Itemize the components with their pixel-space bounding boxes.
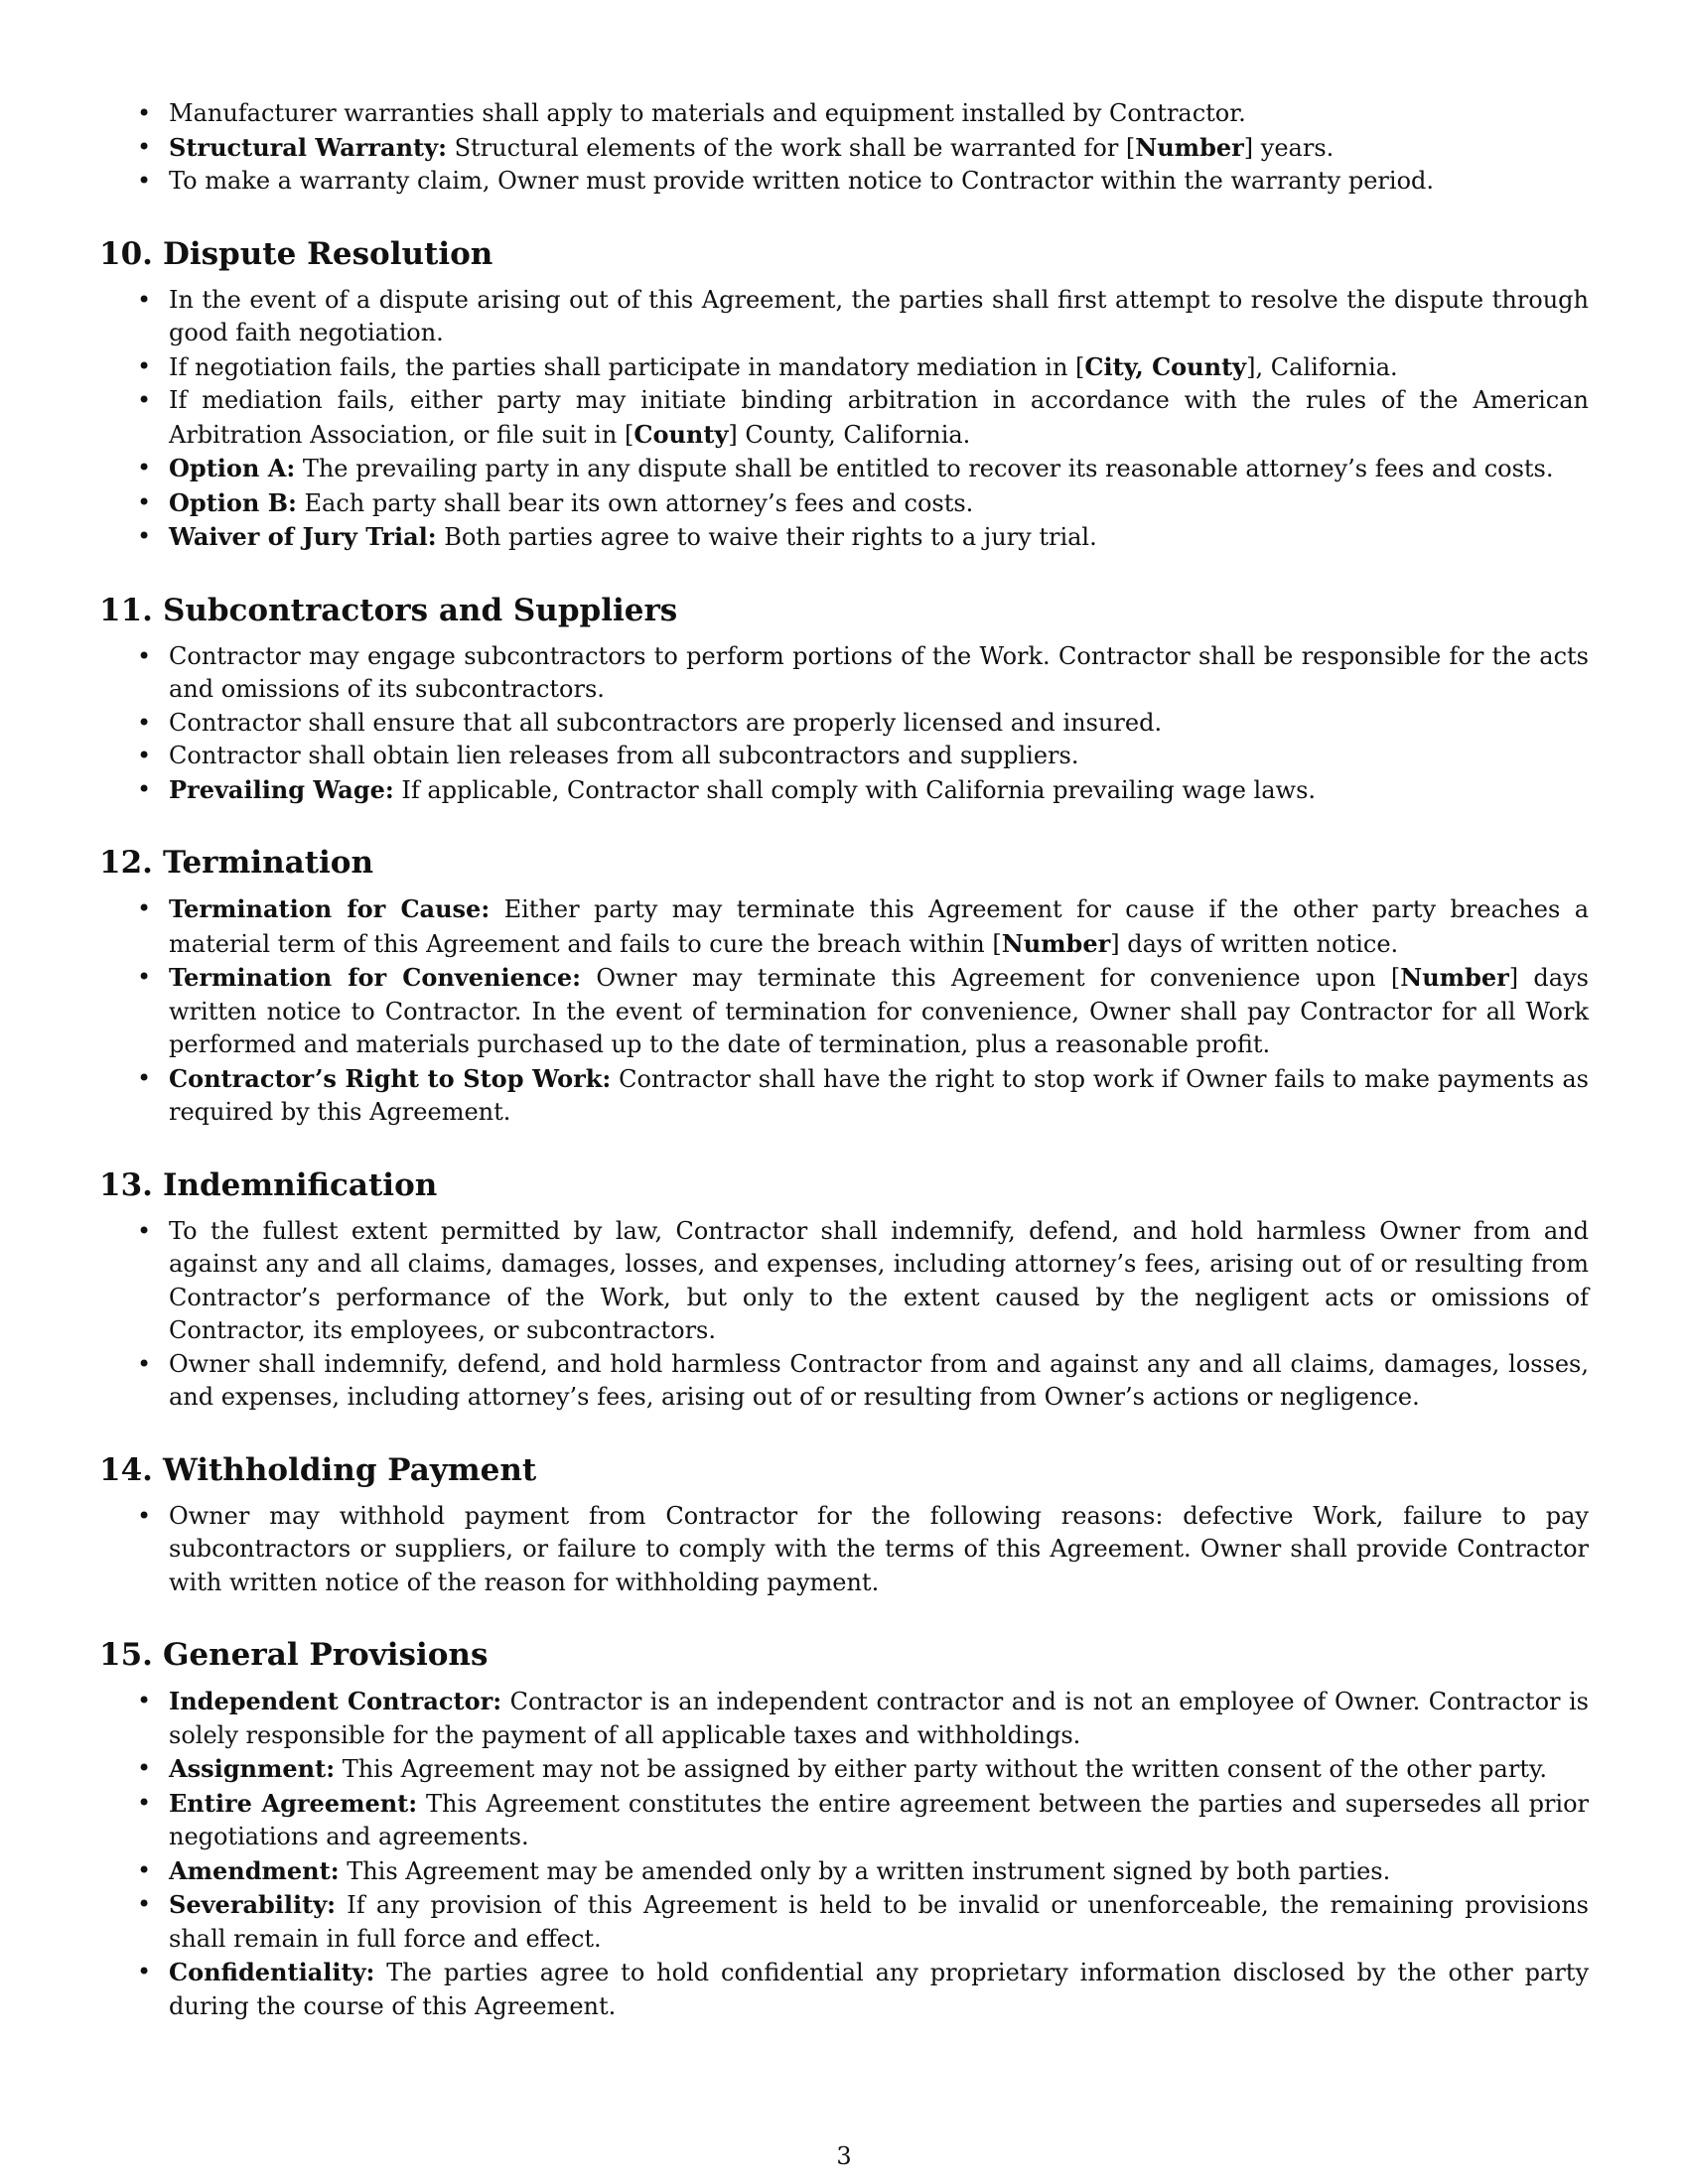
bold-term: City, County (1084, 351, 1247, 381)
text-run: If mediation fails, either party may initiate binding arbitration in accordance with the rules of the American Arbitration Association, or file suit in [ (169, 386, 1589, 449)
text-run: Owner may withhold payment from Contractor for the following reasons: defective Work, failure to pay subcontractors or suppliers, or failure to comply with the terms of this Agreement. Owner shall provide Contractor with written notice of the reason for withholding payment. (169, 1501, 1589, 1596)
text-run: ], California. (1246, 352, 1398, 381)
list-item (99, 284, 1589, 350)
section-heading (99, 591, 1589, 630)
section (99, 1450, 1589, 1600)
text-run: Contractor shall have the right to stop work if Owner fails to make payments as required by this Agreement. (169, 1064, 1589, 1126)
section-number: 15. (99, 1637, 153, 1673)
text-run: Owner may terminate this Agreement for convenience upon [ (581, 964, 1401, 992)
list-item (99, 640, 1589, 707)
section-list (99, 1500, 1589, 1600)
section-number: 11. (99, 592, 153, 628)
section-list (99, 1685, 1589, 2023)
list-item (99, 165, 1589, 199)
bold-term: Structural Warranty: (169, 132, 447, 162)
bold-term: Prevailing Wage: (169, 774, 394, 804)
list-item (99, 97, 1589, 131)
text-run: Owner shall indemnify, defend, and hold harmless Contractor from and against any and all claims, damages, losses, and expenses, including attorney’s fees, arising out of or resulting from Owner’s actions or negligence. (169, 1349, 1589, 1411)
text-run: Both parties agree to waive their rights to a jury trial. (436, 523, 1097, 551)
page-number: 3 (836, 2142, 852, 2170)
text-run: The parties agree to hold confidential any proprietary information disclosed by the other party during the course of this Agreement. (169, 1959, 1589, 2020)
section-title: Withholding Payment (162, 1451, 537, 1488)
document-page (99, 97, 1589, 2023)
text-run: The prevailing party in any dispute shall be entitled to recover its reasonable attorney’s fees and costs. (295, 455, 1554, 482)
text-run: Either party may terminate this Agreement for cause if the other party breaches a material term of this Agreement and fails to cure the breach within [ (169, 895, 1590, 958)
section-number: 10. (99, 235, 153, 272)
bold-term: Confidentiality: (169, 1958, 375, 1986)
bold-term: Number (1135, 132, 1244, 162)
text-run: In the event of a dispute arising out of this Agreement, the parties shall first attempt to resolve the dispute through good faith negotiation. (169, 285, 1589, 346)
list-item (99, 1956, 1589, 2023)
text-run: Each party shall bear its own attorney’s fees and costs. (296, 488, 974, 517)
list-item (99, 384, 1589, 452)
section-title: General Provisions (162, 1637, 489, 1673)
bold-term: Waiver of Jury Trial: (169, 522, 437, 551)
section-title: Dispute Resolution (162, 235, 493, 272)
text-run: Contractor shall ensure that all subcontractors are properly licensed and insured. (169, 708, 1163, 737)
list-item (99, 740, 1589, 773)
section (99, 1165, 1589, 1415)
text-run: Manufacturer warranties shall apply to materials and equipment installed by Contractor. (169, 99, 1246, 127)
list-item (99, 486, 1589, 521)
bold-term: Independent Contractor: (169, 1687, 502, 1715)
bold-term: Contractor’s Right to Stop Work: (169, 1063, 612, 1093)
section-list (99, 1215, 1589, 1415)
text-run: If any provision of this Agreement is held to be invalid or unenforceable, the remaining provisions shall remain in full force and effect. (169, 1891, 1589, 1953)
list-item (99, 773, 1589, 808)
list-item (99, 350, 1589, 385)
bold-term: Termination for Cause: (169, 894, 491, 923)
section-number: 12. (99, 845, 153, 881)
text-run: This Agreement may not be assigned by either party without the written consent of the other party. (335, 1755, 1547, 1783)
list-item (99, 1854, 1589, 1889)
section-list (99, 284, 1589, 555)
text-run: Contractor shall obtain lien releases from all subcontractors and suppliers. (169, 742, 1079, 769)
section-title: Subcontractors and Suppliers (162, 592, 678, 628)
bold-term: Severability: (169, 1890, 337, 1919)
section-number: 13. (99, 1166, 153, 1203)
list-item (99, 1685, 1589, 1752)
section-heading (99, 1635, 1589, 1675)
section-number: 14. (99, 1451, 153, 1488)
text-run: ] days written notice to Contractor. In the event of termination for convenience, Owner shall pay Contractor for all Work performed and materials purchased up to the date of termination, plus a reasonable profit. (169, 964, 1589, 1058)
list-item (99, 1752, 1589, 1787)
bold-term: Termination for Convenience: (169, 963, 582, 992)
bold-term: County (633, 419, 729, 449)
text-run: If negotiation fails, the parties shall participate in mandatory mediation in [ (169, 352, 1085, 381)
warranty-continued-list (99, 97, 1589, 199)
section (99, 234, 1589, 555)
text-run: ] County, California. (728, 420, 971, 449)
bold-term: Option A: (169, 454, 296, 482)
section-heading (99, 234, 1589, 274)
text-run: ] days of written notice. (1110, 929, 1399, 958)
sections-container (99, 234, 1589, 2024)
text-run: Contractor is an independent contractor and is not an employee of Owner. Contractor is solely responsible for the payment of all applicable taxes and withholdings. (169, 1688, 1589, 1749)
text-run: This Agreement constitutes the entire agreement between the parties and supersedes all prior negotiations and agreements. (169, 1789, 1590, 1850)
bold-term: Assignment: (169, 1754, 336, 1783)
bold-term: Number (1400, 963, 1509, 992)
list-item (99, 1888, 1589, 1956)
bold-term: Amendment: (169, 1855, 340, 1885)
text-run: ] years. (1243, 133, 1335, 162)
section-list (99, 640, 1589, 808)
list-item (99, 1215, 1589, 1348)
list-item (99, 892, 1589, 961)
bold-term: Option B: (169, 487, 297, 517)
list-item (99, 452, 1589, 486)
section-heading (99, 843, 1589, 883)
list-item (99, 1787, 1589, 1854)
list-item (99, 1348, 1589, 1415)
bold-term: Number (1001, 928, 1111, 958)
list-item (99, 707, 1589, 741)
section-title: Indemnification (162, 1166, 438, 1203)
text-run: To the fullest extent permitted by law, Contractor shall indemnify, defend, and hold harmless Owner from and against any and all claims, damages, losses, and expenses, including attorney’s fees, arising out of or resulting from Contractor’s performance of the Work, but only to the extent caused by the negligent acts or omissions of Contractor, its employees, or subcontractors. (169, 1216, 1589, 1344)
section (99, 1635, 1589, 2023)
text-run: This Agreement may be amended only by a written instrument signed by both parties. (339, 1856, 1391, 1885)
section-heading (99, 1165, 1589, 1205)
list-item (99, 1500, 1589, 1600)
bold-term: Entire Agreement: (169, 1788, 418, 1818)
list-item (99, 520, 1589, 555)
text-run: Structural elements of the work shall be warranted for [ (446, 133, 1136, 162)
section (99, 591, 1589, 808)
list-item (99, 1062, 1589, 1130)
text-run: Contractor may engage subcontractors to perform portions of the Work. Contractor shall be responsible for the acts and omissions of its subcontractors. (169, 641, 1589, 703)
list-item (99, 131, 1589, 166)
text-run: If applicable, Contractor shall comply with California prevailing wage laws. (393, 775, 1317, 804)
section-title: Termination (162, 845, 374, 881)
section-heading (99, 1450, 1589, 1490)
section (99, 843, 1589, 1130)
section-list (99, 892, 1589, 1130)
list-item (99, 961, 1589, 1062)
text-run: To make a warranty claim, Owner must provide written notice to Contractor within the warranty period. (169, 167, 1435, 195)
